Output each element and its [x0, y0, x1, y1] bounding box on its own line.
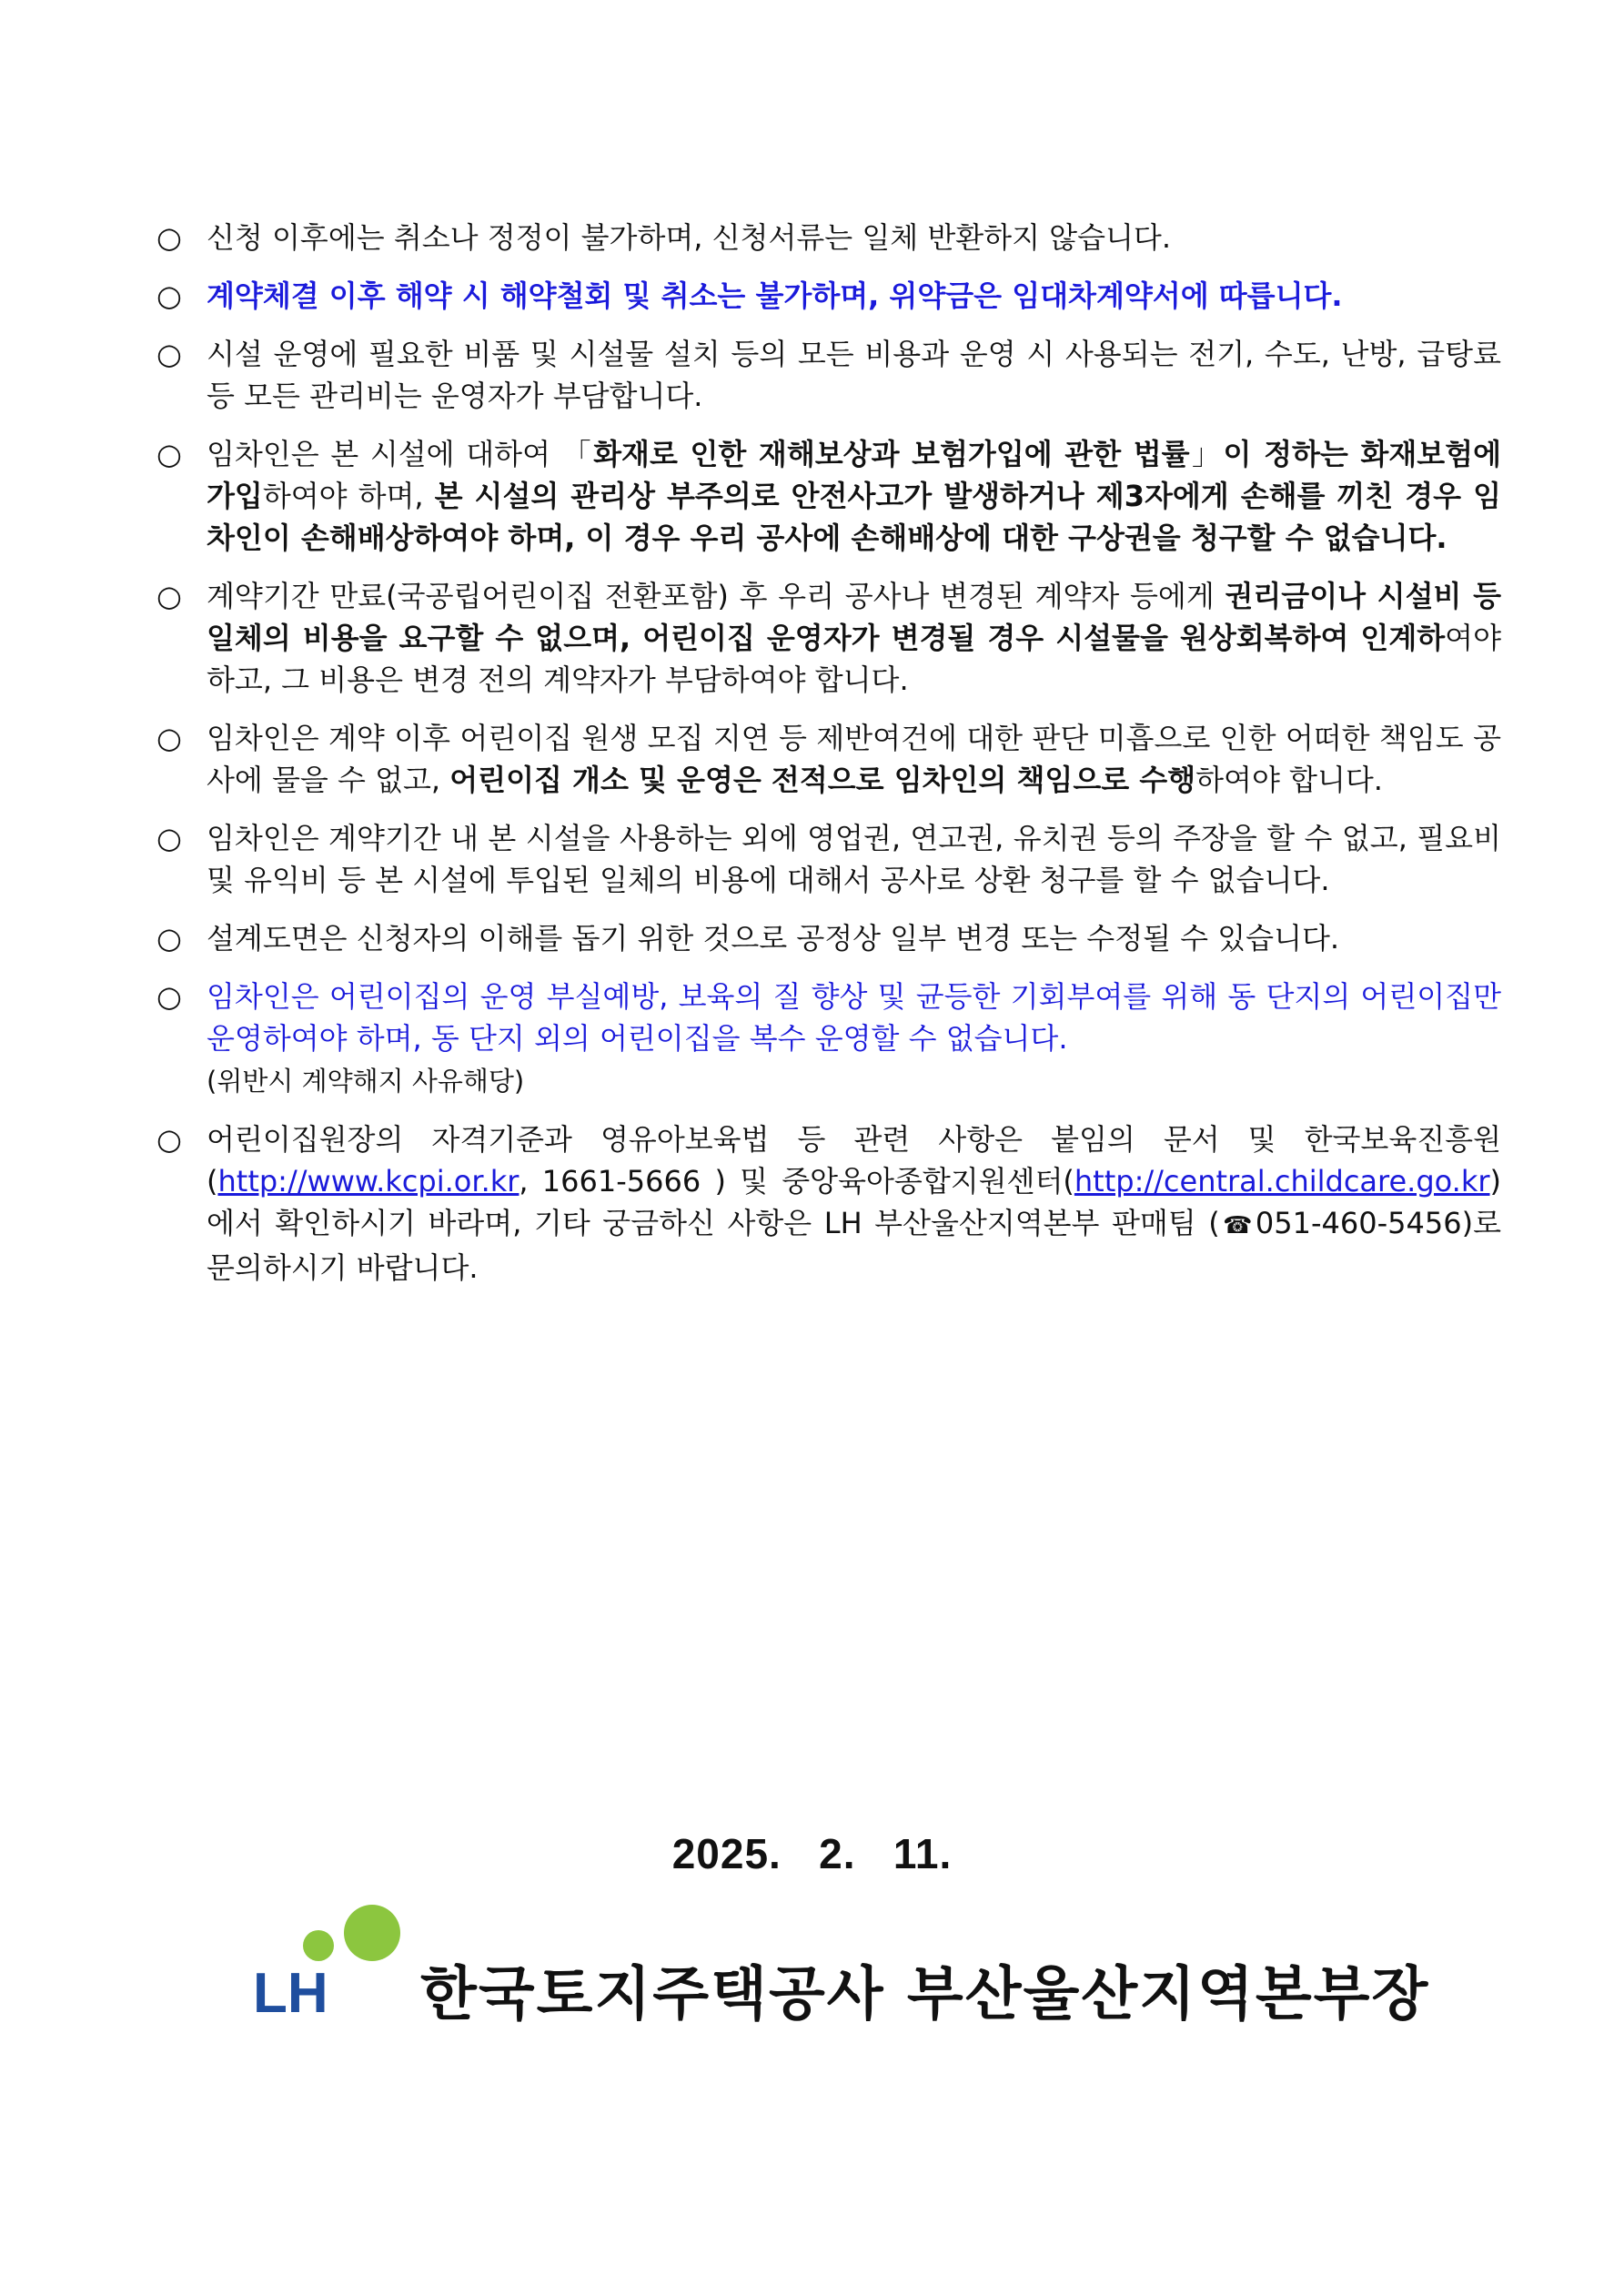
circle-bullet-icon: ○ [156, 821, 182, 855]
notice-text: 여야하고, 그 비용은 변경 전의 계약자가 부담하여야 합니다. [207, 621, 1501, 697]
notice-text: 신청 이후에는 취소나 정정이 불가하며, 신청서류는 일체 반환하지 않습니다. [207, 220, 1171, 255]
circle-bullet-icon: ○ [156, 437, 182, 471]
notice-text: 어린이집원장의 자격기준과 영유아보육법 등 관련 사항은 붙임의 문서 및 한국보육진흥원( [207, 1122, 1501, 1199]
notice-text: 051-460-5456)로 문의하시기 바랍니다. [207, 1206, 1501, 1285]
violation-note: (위반시 계약해지 사유해당) [207, 1066, 525, 1097]
childcare-center-link[interactable]: http://central.childcare.go.kr [1074, 1164, 1490, 1199]
notice-text: )에서 확인하시기 바라며, 기타 궁금하신 사항은 LH 부산울산지역본부 판매팀 ( [207, 1164, 1501, 1240]
notice-emphasis: 본 시설의 관리상 부주의로 안전사고가 발생하거나 제3자에게 손해를 끼친 경우 임차인이 손해배상하여야 하며, 이 경우 우리 공사에 손해배상에 대한 구상권을 청구할 수 없습니다. [207, 479, 1501, 555]
notice-item-6 [156, 717, 1501, 801]
circle-bullet-icon: ○ [156, 721, 182, 755]
circle-bullet-icon: ○ [156, 921, 182, 956]
circle-bullet-icon: ○ [156, 278, 182, 313]
notice-text: 임차인은 본 시설에 대하여 「 [207, 437, 594, 471]
notice-list [156, 217, 1501, 1305]
notice-text: 계약기간 만료(국공립어린이집 전환포함) 후 우리 공사나 변경된 계약자 등에게 [207, 579, 1226, 613]
notice-text: 」 [1189, 437, 1224, 471]
notice-text: , 1661-5666 ) 및 중앙육아종합지원센터( [519, 1164, 1074, 1199]
circle-bullet-icon: ○ [156, 337, 182, 371]
notice-text: 임차인은 계약기간 내 본 시설을 사용하는 외에 영업권, 연고권, 유치권 등의 주장을 할 수 없고, 필요비 및 유익비 등 본 시설에 투입된 일체의 비용에 대해서 공사로 상환 청구를 할 수 없습니다. [207, 821, 1501, 897]
circle-bullet-icon: ○ [156, 579, 182, 613]
notice-text: 임차인은 어린이집의 운영 부실예방, 보육의 질 향상 및 균등한 기회부여를 위해 동 단지의 어린이집만 운영하여야 하며, 동 단지 외의 어린이집을 복수 운영할 수 없습니다. [207, 979, 1501, 1056]
notice-item-3 [156, 333, 1501, 417]
logo-small-dot-icon [303, 1930, 334, 1961]
logo-large-dot-icon [344, 1905, 400, 1961]
notice-text: 임차인은 계약 이후 어린이집 원생 모집 지연 등 제반여건에 대한 판단 미흡으로 인한 어떠한 책임도 공사에 물을 수 없고, [207, 721, 1501, 797]
kcpi-link[interactable]: http://www.kcpi.or.kr [217, 1164, 519, 1199]
circle-bullet-icon: ○ [156, 220, 182, 255]
notice-emphasis: 권리금이나 시설비 등 일체의 비용을 요구할 수 없으며, 어린이집 운영자가 변경될 경우 시설물을 원상회복하여 인계하 [207, 579, 1501, 655]
notice-item-8 [156, 917, 1501, 959]
notice-item-10 [156, 1118, 1501, 1289]
notice-item-1 [156, 217, 1501, 258]
phone-icon: ☎ [1219, 1212, 1256, 1239]
notice-emphasis: 이 정하는 화재보험에 가입 [207, 437, 1501, 513]
notice-text: 하여야 합니다. [1195, 763, 1383, 797]
organization-name: 한국토지주택공사 부산울산지역본부장 [420, 1961, 1430, 2028]
lh-logo [251, 1900, 410, 2018]
notice-item-2 [156, 275, 1501, 317]
notice-item-5 [156, 575, 1501, 701]
circle-bullet-icon: ○ [156, 979, 182, 1014]
law-name-text: 화재로 인한 재해보상과 보험가입에 관한 법률 [593, 437, 1190, 471]
notice-text: 계약체결 이후 해약 시 해약철회 및 취소는 불가하며, 위약금은 임대차계약서에 따릅니다. [207, 278, 1343, 313]
notice-item-9 [156, 976, 1501, 1102]
circle-bullet-icon: ○ [156, 1122, 182, 1157]
notice-text: 시설 운영에 필요한 비품 및 시설물 설치 등의 모든 비용과 운영 시 사용되는 전기, 수도, 난방, 급탕료 등 모든 관리비는 운영자가 부담합니다. [207, 337, 1501, 413]
logo-text: LH [253, 1962, 328, 2018]
notice-item-7 [156, 817, 1501, 901]
notice-text: 하여야 하며, [262, 479, 435, 513]
document-date: 2025. 2. 11. [671, 1830, 953, 1877]
notice-text: 설계도면은 신청자의 이해를 돕기 위한 것으로 공정상 일부 변경 또는 수정될 수 있습니다. [207, 921, 1340, 956]
notice-emphasis: 어린이집 개소 및 운영은 전적으로 임차인의 책임으로 수행 [449, 763, 1196, 797]
notice-item-4 [156, 433, 1501, 559]
